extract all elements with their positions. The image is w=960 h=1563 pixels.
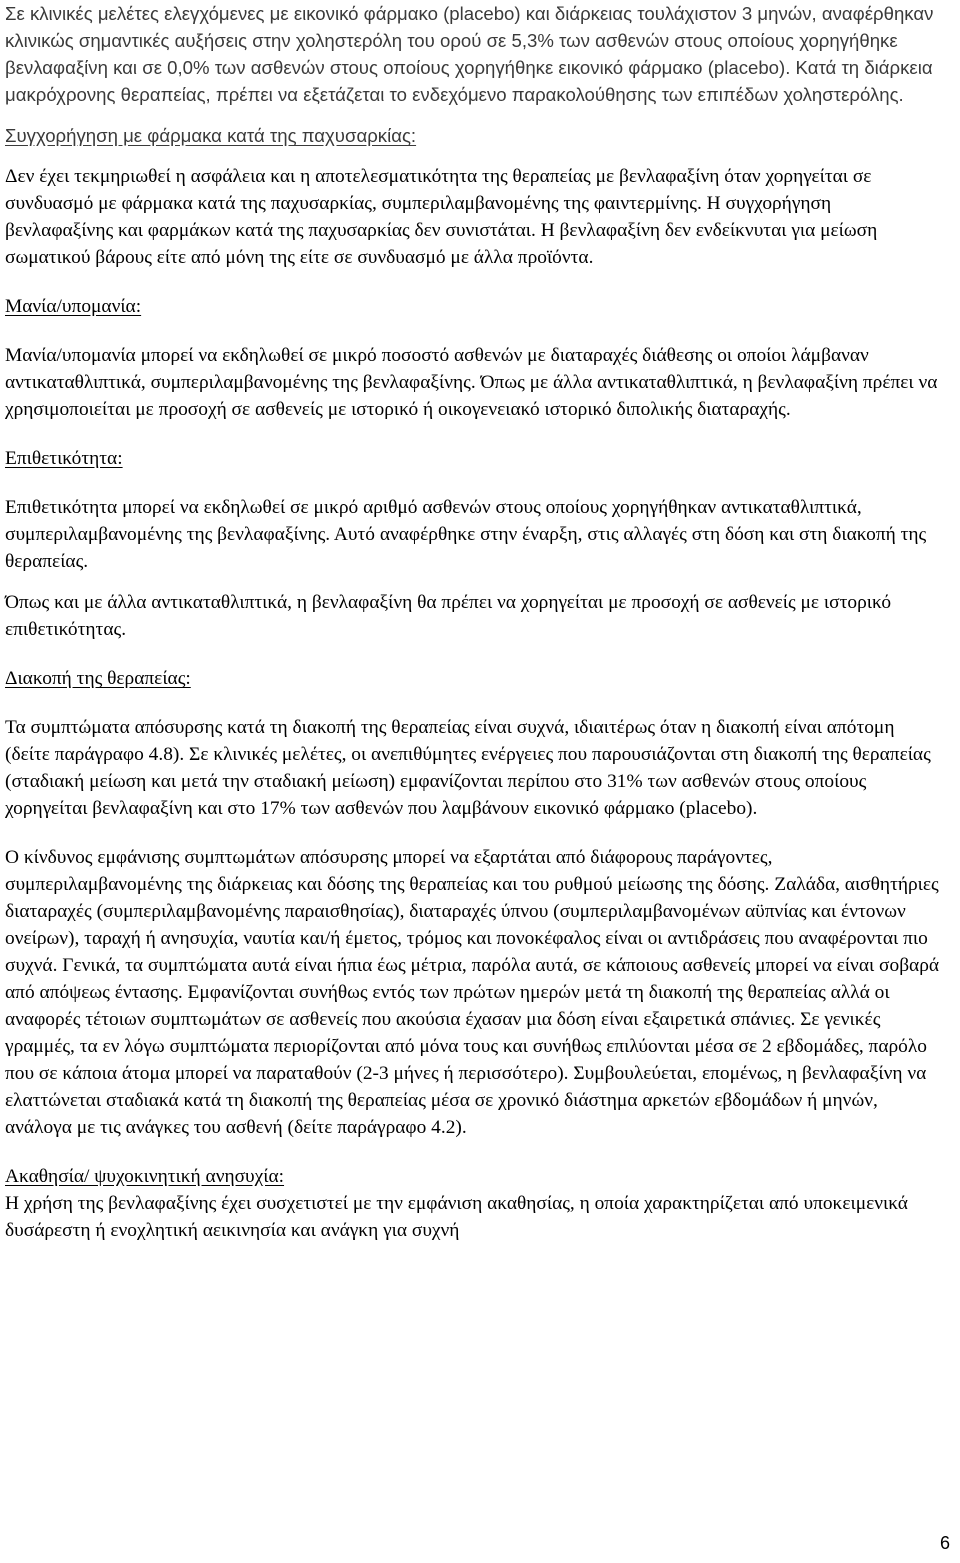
section-heading-mania: Μανία/υπομανία: (5, 296, 142, 317)
section-body-aggression-1: Επιθετικότητα μπορεί να εκδηλωθεί σε μικρό αριθμό ασθενών στους οποίους χορηγήθηκαν αντικαταθλιπτικά, συμπεριλαμβανομένης της βενλαφαξίνης. Αυτό αναφέρθηκε στην έναρξη, στις αλλαγές στη δόση και στη διακοπή της θεραπείας. (5, 497, 927, 572)
section-heading-akathisia: Ακαθησία/ ψυχοκινητική ανησυχία: (5, 1166, 285, 1187)
section-body-mania: Μανία/υπομανία μπορεί να εκδηλωθεί σε μικρό ποσοστό ασθενών με διαταραχές διάθεσης οι οποίοι λάμβαναν αντικαταθλιπτικά, συμπεριλαμβανομένης της βενλαφαξίνης. Όπως με άλλα αντικαταθλιπτικά, η βενλαφαξίνη πρέπει να χρησιμοποιείται με προσοχή σε ασθενείς με ιστορικό ή οικογενειακό ιστορικό διπολικής διαταραχής. (5, 345, 938, 420)
section-body-discontinuation-1: Τα συμπτώματα απόσυρσης κατά τη διακοπή της θεραπείας είναι συχνά, ιδιαιτέρως όταν η διακοπή είναι απότομη (δείτε παράγραφο 4.8). Σε κλινικές μελέτες, οι ανεπιθύμητες ενέργειες που παρουσιάζονται στη διακοπή της θεραπείας (σταδιακή μείωση και μετά την σταδιακή μείωση) εμφανίζονται περίπου στο 31% των ασθενών στους οποίους χορηγείται βενλαφαξίνη και στο 17% των ασθενών που λαμβάνουν εικονικό φάρμακο (placebo). (5, 717, 931, 819)
page-number: 6 (939, 1533, 950, 1553)
section-body-aggression-2: Όπως και με άλλα αντικαταθλιπτικά, η βενλαφαξίνη θα πρέπει να χορηγείται με προσοχή σε ασθενείς με ιστορικό επιθετικότητας. (5, 592, 892, 640)
section-heading-obesity: Συγχορήγηση με φάρμακα κατά της παχυσαρκίας: (5, 125, 417, 146)
section-body-obesity: Δεν έχει τεκμηριωθεί η ασφάλεια και η αποτελεσματικότητα της θεραπείας με βενλαφαξίνη όταν χορηγείται σε συνδυασμό με φάρμακα κατά της παχυσαρκίας, συμπεριλαμβανομένης της φαιντερμίνης. Η συγχορήγηση βενλαφαξίνης και φαρμάκων κατά της παχυσαρκίας δεν συνιστάται. Η βενλαφαξίνη δεν ενδείκνυται για μείωση σωματικού βάρους είτε από μόνη της είτε σε συνδυασμό με άλλα προϊόντα. (5, 166, 878, 268)
intro-paragraph: Σε κλινικές μελέτες ελεγχόμενες με εικονικό φάρμακο (placebo) και διάρκειας τουλάχιστον 3 μηνών, αναφέρθηκαν κλινικώς σημαντικές αυξήσεις στην χοληστερόλη του ορού σε 5,3% των ασθενών στους οποίους χορηγήθηκε βενλαφαξίνη και σε 0,0% των ασθενών στους οποίους χορηγήθηκε εικονικό φάρμακο (placebo). Κατά τη διάρκεια μακρόχρονης θεραπείας, πρέπει να εξετάζεται το ενδεχόμενο παρακολούθησης των επιπέδων χοληστερόλης. (5, 3, 934, 105)
section-heading-aggression: Επιθετικότητα: (5, 448, 123, 469)
section-heading-discontinuation: Διακοπή της θεραπείας: (5, 668, 191, 689)
section-body-discontinuation-2: Ο κίνδυνος εμφάνισης συμπτωμάτων απόσυρσης μπορεί να εξαρτάται από διάφορους παράγοντες, συμπεριλαμβανομένης της διάρκειας και δόσης της θεραπείας και του ρυθμού μείωσης της δόσης. Ζαλάδα, αισθητήριες διαταραχές (συμπεριλαμβανομένης παραισθησίας), διαταραχές ύπνου (συμπεριλαμβανομένων αϋπνίας και έντονων ονείρων), ταραχή ή ανησυχία, ναυτία και/ή έμετος, τρόμος και πονοκέφαλος είναι οι αντιδράσεις που αναφέρονται πιο συχνά. Γενικά, τα συμπτώματα αυτά είναι ήπια έως μέτρια, παρόλα αυτά, σε κάποιους ασθενείς μπορεί να είναι σοβαρά από απόψεως έντασης. Εμφανίζονται συνήθως εντός των πρώτων ημερών μετά τη διακοπή της θεραπείας αλλά οι αναφορές τέτοιων συμπτωμάτων σε ασθενείς που ακούσια έχασαν μια δόση είναι εξαιρετικά σπάνιες. Σε γενικές γραμμές, τα εν λόγω συμπτώματα περιορίζονται από μόνα τους και συνήθως επιλύονται μέσα σε 2 εβδομάδες, παρόλο που σε κάποια άτομα μπορεί να παραταθούν (2-3 μήνες ή περισσότερο). Συμβουλεύεται, επομένως, η βενλαφαξίνη να ελαττώνεται σταδιακά κατά τη διακοπή της θεραπείας μέσα σε χρονικό διάστημα αρκετών εβδομάδων ή μηνών, ανάλογα με τις ανάγκες του ασθενή (δείτε παράγραφο 4.2). (5, 847, 940, 1138)
section-body-akathisia: Η χρήση της βενλαφαξίνης έχει συσχετιστεί με την εμφάνιση ακαθησίας, η οποία χαρακτηρίζεται από υποκειμενικά δυσάρεστη ή ενοχλητική αεικινησία και ανάγκη για συχνή (5, 1193, 908, 1241)
